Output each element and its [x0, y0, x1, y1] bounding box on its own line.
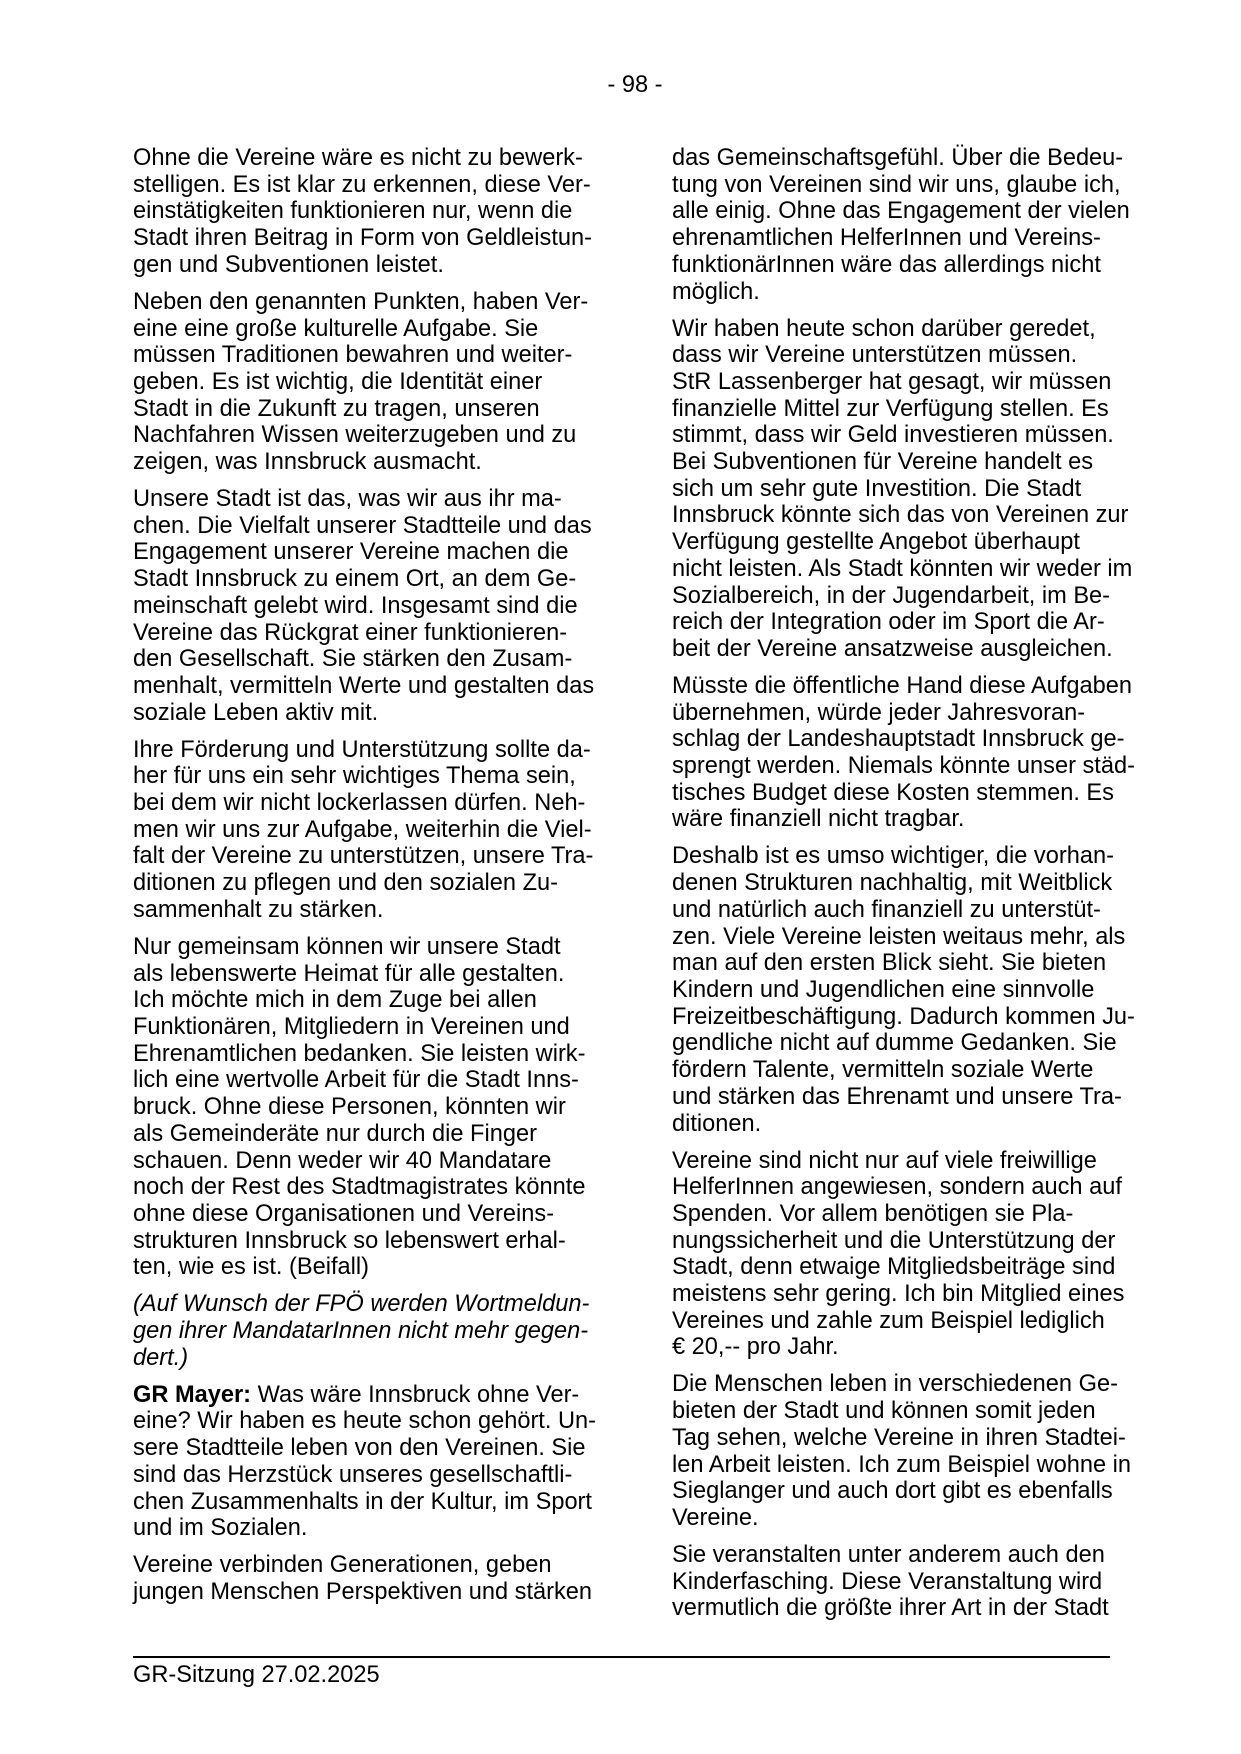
text-line: meistens sehr gering. Ich bin Mitglied eines: [672, 1281, 1125, 1308]
text-line: dert.): [133, 1344, 189, 1371]
text-line: beit der Vereine ansatzweise ausgleichen.: [672, 635, 1113, 662]
text-line: Kindern und Jugendlichen eine sinnvolle: [672, 976, 1095, 1003]
paragraph: [133, 1291, 638, 1371]
text-line: den Gesellschaft. Sie stärken den Zusam-: [133, 646, 573, 673]
text-line: dass wir Vereine unterstützen müssen.: [672, 342, 1078, 369]
text-line: ditionen.: [672, 1110, 762, 1137]
text-line: GR Mayer: Was wäre Innsbruck ohne Ver-: [133, 1381, 580, 1408]
text-column-right: [672, 145, 1177, 1632]
text-line: ditionen zu pflegen und den sozialen Zu-: [133, 870, 558, 897]
text-line: Ohne die Vereine wäre es nicht zu bewerk-: [133, 145, 583, 171]
text-line: Stadt, denn etwaige Mitgliedsbeiträge sind: [672, 1254, 1116, 1281]
text-line: Unsere Stadt ist das, was wir aus ihr ma-: [133, 486, 562, 513]
text-line: Vereine sind nicht nur auf viele freiwillige: [672, 1147, 1097, 1174]
text-line: Nur gemeinsam können wir unsere Stadt: [133, 933, 561, 960]
text-line: Stadt ihren Beitrag in Form von Geldleistun-: [133, 225, 592, 252]
text-line: zeigen, was Innsbruck ausmacht.: [133, 449, 482, 476]
text-line: Bei Subventionen für Vereine handelt es: [672, 449, 1094, 476]
text-line: jungen Menschen Perspektiven und stärken: [133, 1578, 593, 1605]
paragraph: [133, 1552, 638, 1605]
text-line: men wir uns zur Aufgabe, weiterhin die Viel-: [133, 816, 592, 843]
footer-text: GR-Sitzung 27.02.2025: [133, 1662, 380, 1688]
text-line: Vereines und zahle zum Beispiel lediglich: [672, 1307, 1105, 1334]
text-line: ehrenamtlichen HelferInnen und Vereins-: [672, 225, 1101, 252]
text-line: stimmt, dass wir Geld investieren müssen.: [672, 422, 1114, 449]
text-line: ohne diese Organisationen und Vereins-: [133, 1200, 555, 1227]
text-line: lich eine wertvolle Arbeit für die Stadt Inns-: [133, 1067, 579, 1094]
text-line: Müsste die öffentliche Hand diese Aufgaben: [672, 672, 1132, 699]
text-line: Vereine.: [672, 1504, 759, 1531]
text-line: sammenhalt zu stärken.: [133, 896, 384, 923]
text-line: geben. Es ist wichtig, die Identität einer: [133, 368, 543, 395]
text-line: bei dem wir nicht lockerlassen dürfen. Neh-: [133, 790, 586, 817]
text-line: soziale Leben aktiv mit.: [133, 699, 379, 726]
paragraph: [672, 1371, 1177, 1531]
text-line: € 20,-- pro Jahr.: [672, 1334, 839, 1361]
text-line: fördern Talente, vermitteln soziale Werte: [672, 1057, 1094, 1084]
text-line: Tag sehen, welche Vereine in ihren Stadtei-: [672, 1424, 1126, 1451]
text-line: sere Stadtteile leben von den Vereinen. Sie: [133, 1435, 586, 1462]
text-line: sind das Herzstück unseres gesellschaftli-: [133, 1461, 573, 1488]
text-line: eine? Wir haben es heute schon gehört. Un-: [133, 1408, 596, 1435]
text-line: Innsbruck könnte sich das von Vereinen zur: [672, 502, 1129, 529]
text-line: Sieglanger und auch dort gibt es ebenfalls: [672, 1478, 1113, 1505]
text-line: wäre finanziell nicht tragbar.: [672, 806, 965, 833]
text-line: her für uns ein sehr wichtiges Thema sein,: [133, 763, 576, 790]
text-line: Ich möchte mich in dem Zuge bei allen: [133, 987, 537, 1014]
paragraph: [133, 934, 638, 1281]
text-line: denen Strukturen nachhaltig, mit Weitblick: [672, 870, 1113, 897]
text-line: stelligen. Es ist klar zu erkennen, diese Ver-: [133, 171, 591, 198]
text-line: falt der Vereine zu unterstützen, unsere Tra-: [133, 843, 594, 870]
text-line: Sie veranstalten unter anderem auch den: [672, 1541, 1105, 1568]
text-line: Die Menschen leben in verschiedenen Ge-: [672, 1371, 1118, 1398]
text-line: möglich.: [672, 278, 760, 305]
text-line: gen und Subventionen leistet.: [133, 251, 444, 278]
paragraph: [672, 673, 1177, 833]
text-line: eine eine große kulturelle Aufgabe. Sie: [133, 315, 539, 342]
text-line: reich der Integration oder im Sport die Ar-: [672, 609, 1105, 636]
text-column-left: [133, 145, 638, 1616]
text-line: Engagement unserer Vereine machen die: [133, 539, 569, 566]
text-line: StR Lassenberger hat gesagt, wir müssen: [672, 368, 1112, 395]
text-line: bruck. Ohne diese Personen, könnten wir: [133, 1094, 566, 1121]
text-line: gen ihrer MandatarInnen nicht mehr gegen-: [133, 1318, 589, 1345]
text-line: Spenden. Vor allem benötigen sie Pla-: [672, 1200, 1074, 1227]
text-line: Vereine verbinden Generationen, geben: [133, 1552, 552, 1579]
text-line: finanzielle Mittel zur Verfügung stellen. Es: [672, 395, 1109, 422]
text-line: übernehmen, würde jeder Jahresvoran-: [672, 699, 1086, 726]
paragraph: [672, 316, 1177, 663]
text-line: und natürlich auch finanziell zu unterstüt-: [672, 896, 1101, 923]
text-line: als lebenswerte Heimat für alle gestalten.: [133, 960, 565, 987]
paragraph: [133, 737, 638, 924]
paragraph: [672, 1542, 1177, 1622]
text-line: und im Sozialen.: [133, 1515, 308, 1542]
text-line: strukturen Innsbruck so lebenswert erhal-: [133, 1227, 566, 1254]
speaker-name: GR Mayer:: [133, 1381, 252, 1408]
text-line: müssen Traditionen bewahren und weiter-: [133, 342, 573, 369]
text-line: man auf den ersten Blick sieht. Sie bieten: [672, 950, 1107, 977]
text-line: menhalt, vermitteln Werte und gestalten das: [133, 672, 595, 699]
text-line: tung von Vereinen sind wir uns, glaube ich,: [672, 171, 1121, 198]
text-line: alle einig. Ohne das Engagement der vielen: [672, 198, 1130, 225]
text-line: schauen. Denn weder wir 40 Mandatare: [133, 1147, 552, 1174]
text-line: (Auf Wunsch der FPÖ werden Wortmeldun-: [133, 1291, 590, 1318]
text-line: einstätigkeiten funktionieren nur, wenn die: [133, 198, 573, 225]
text-line: Verfügung gestellte Angebot überhaupt: [672, 529, 1080, 556]
text-line: Neben den genannten Punkten, haben Ver-: [133, 288, 589, 315]
paragraph: [672, 843, 1177, 1137]
text-line: Nachfahren Wissen weiterzugeben und zu: [133, 422, 577, 449]
speaker-paragraph: [133, 1382, 638, 1542]
text-line: Ihre Förderung und Unterstützung sollte da-: [133, 736, 591, 763]
text-line: funktionärInnen wäre das allerdings nicht: [672, 251, 1101, 278]
text-line: sich um sehr gute Investition. Die Stadt: [672, 475, 1082, 502]
text-line: vermutlich die größte ihrer Art in der Stadt: [672, 1595, 1109, 1622]
text-line: chen Zusammenhalts in der Kultur, im Sport: [133, 1488, 592, 1515]
footer-divider: [133, 1656, 1110, 1658]
text-line: Wir haben heute schon darüber geredet,: [672, 315, 1096, 342]
text-line: Sozialbereich, in der Jugendarbeit, im Be-: [672, 582, 1111, 609]
text-line: Stadt in die Zukunft zu tragen, unseren: [133, 395, 540, 422]
text-line: sprengt werden. Niemals könnte unser städ-: [672, 753, 1135, 780]
paragraph: [133, 486, 638, 726]
text-line: nicht leisten. Als Stadt könnten wir weder im: [672, 555, 1133, 582]
text-line: Ehrenamtlichen bedanken. Sie leisten wirk-: [133, 1040, 586, 1067]
text-line: noch der Rest des Stadtmagistrates könnte: [133, 1174, 586, 1201]
text-line: HelferInnen angewiesen, sondern auch auf: [672, 1174, 1122, 1201]
text-line: schlag der Landeshauptstadt Innsbruck ge-: [672, 726, 1125, 753]
text-line: das Gemeinschaftsgefühl. Über die Bedeu-: [672, 145, 1124, 171]
text-line: chen. Die Vielfalt unserer Stadtteile und das: [133, 512, 592, 539]
paragraph: [133, 145, 638, 279]
text-line: bieten der Stadt und können somit jeden: [672, 1398, 1096, 1425]
text-line: meinschaft gelebt wird. Insgesamt sind die: [133, 592, 578, 619]
text-line: nungssicherheit und die Unterstützung der: [672, 1227, 1116, 1254]
text-line: als Gemeinderäte nur durch die Finger: [133, 1120, 537, 1147]
text-line: len Arbeit leisten. Ich zum Beispiel wohne in: [672, 1451, 1132, 1478]
paragraph: [133, 289, 638, 476]
text-line: Freizeitbeschäftigung. Dadurch kommen Ju-: [672, 1003, 1135, 1030]
paragraph: [672, 1148, 1177, 1362]
paragraph: [672, 145, 1177, 305]
text-line: zen. Viele Vereine leisten weitaus mehr, als: [672, 923, 1126, 950]
text-line: Kinderfasching. Diese Veranstaltung wird: [672, 1568, 1103, 1595]
page-number: - 98 -: [607, 72, 663, 98]
text-line: Stadt Innsbruck zu einem Ort, an dem Ge-: [133, 566, 577, 593]
text-line: Deshalb ist es umso wichtiger, die vorhan-: [672, 843, 1114, 870]
text-line: ten, wie es ist. (Beifall): [133, 1254, 370, 1281]
text-line: Vereine das Rückgrat einer funktionieren-: [133, 619, 568, 646]
text-line: tisches Budget diese Kosten stemmen. Es: [672, 779, 1114, 806]
text-line: und stärken das Ehrenamt und unsere Tra-: [672, 1083, 1122, 1110]
text-line: Funktionären, Mitgliedern in Vereinen und: [133, 1013, 570, 1040]
text-line: gendliche nicht auf dumme Gedanken. Sie: [672, 1030, 1117, 1057]
